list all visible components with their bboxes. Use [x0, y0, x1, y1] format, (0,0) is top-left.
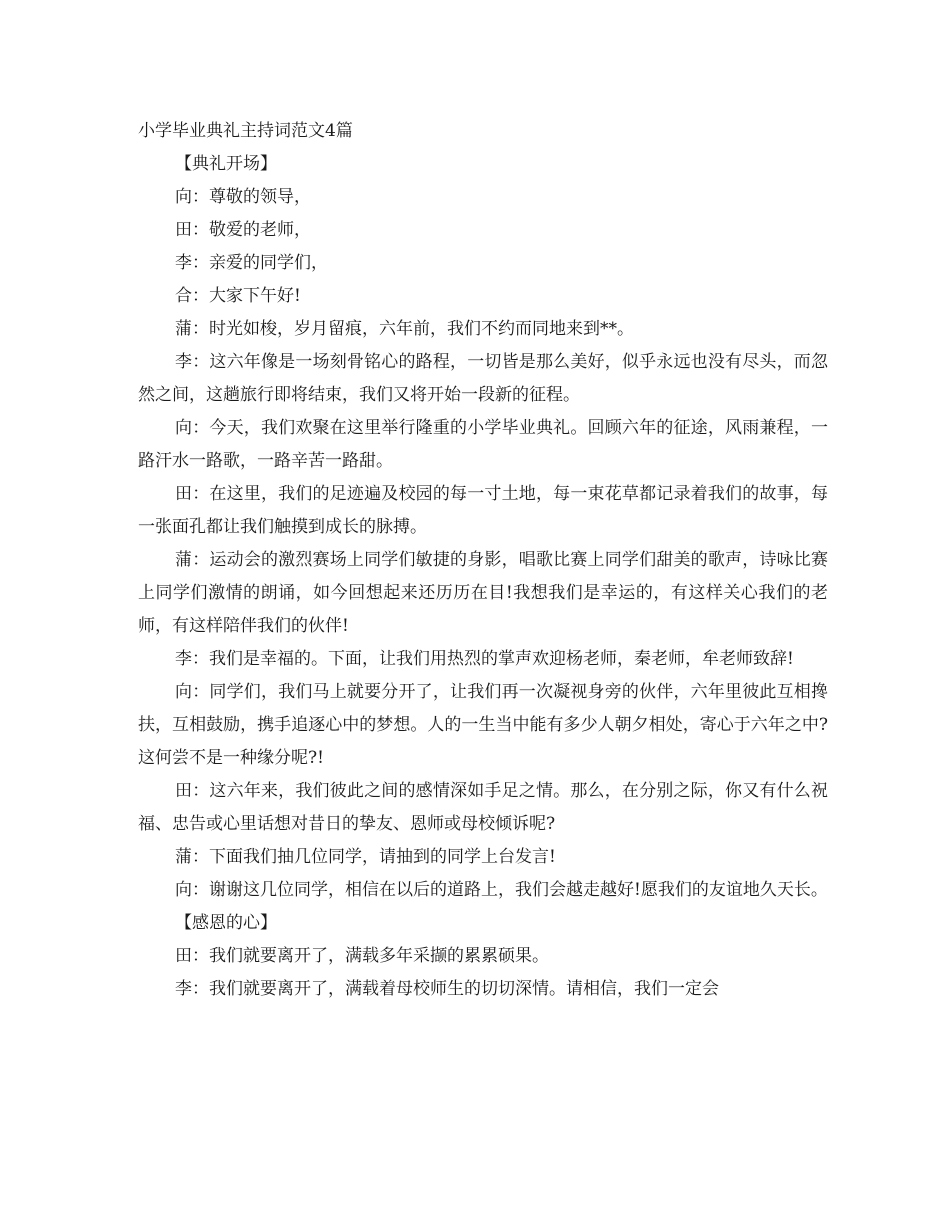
paragraph: 田：我们就要离开了，满载多年采撷的累累硕果。: [175, 946, 549, 966]
paragraph: 蒲：下面我们抽几位同学，请抽到的同学上台发言!: [175, 847, 556, 867]
paragraph: 合：大家下午好!: [175, 286, 301, 306]
section-heading-opening: 【典礼开场】: [175, 154, 277, 174]
document-title: 小学毕业典礼主持词范文4篇: [138, 121, 353, 141]
section-heading-gratitude: 【感恩的心】: [175, 913, 277, 933]
paragraph: 田：这六年来，我们彼此之间的感情深如手足之情。那么，在分别之际，你又有什么祝福、忠告或心里话想对昔日的挚友、恩师或母校倾诉呢?: [138, 781, 828, 834]
paragraph: 李：我们是幸福的。下面，让我们用热烈的掌声欢迎杨老师，秦老师，牟老师致辞!: [175, 649, 794, 669]
paragraph: 向：今天，我们欢聚在这里举行隆重的小学毕业典礼。回顾六年的征途，风雨兼程，一路汗水一路歌，一路辛苦一路甜。: [138, 418, 828, 471]
paragraph: 蒲：运动会的激烈赛场上同学们敏捷的身影，唱歌比赛上同学们甜美的歌声，诗咏比赛上同学们激情的朗诵，如今回想起来还历历在目!我想我们是幸运的，有这样关心我们的老师，有这样陪伴我们的伙伴!: [138, 550, 828, 636]
paragraph: 蒲：时光如梭，岁月留痕，六年前，我们不约而同地来到**。: [175, 319, 634, 339]
paragraph: 向：同学们，我们马上就要分开了，让我们再一次凝视身旁的伙伴，六年里彼此互相搀扶，互相鼓励，携手追逐心中的梦想。人的一生当中能有多少人朝夕相处，寄心于六年之中?这何尝不是一种缘分呢?!: [138, 682, 828, 768]
paragraph: 李：我们就要离开了，满载着母校师生的切切深情。请相信，我们一定会: [175, 979, 719, 999]
paragraph: 田：在这里，我们的足迹遍及校园的每一寸土地，每一束花草都记录着我们的故事，每一张面孔都让我们触摸到成长的脉搏。: [138, 484, 828, 537]
paragraph: 李：亲爱的同学们，: [175, 253, 328, 273]
paragraph: 向：谢谢这几位同学，相信在以后的道路上，我们会越走越好!愿我们的友谊地久天长。: [175, 880, 828, 900]
paragraph: 李：这六年像是一场刻骨铭心的路程，一切皆是那么美好，似乎永远也没有尽头，而忽然之间，这趟旅行即将结束，我们又将开始一段新的征程。: [138, 352, 828, 405]
paragraph: 田：敬爱的老师，: [175, 220, 311, 240]
document-page: [138, 115, 828, 1006]
paragraph: 向：尊敬的领导，: [175, 187, 311, 207]
